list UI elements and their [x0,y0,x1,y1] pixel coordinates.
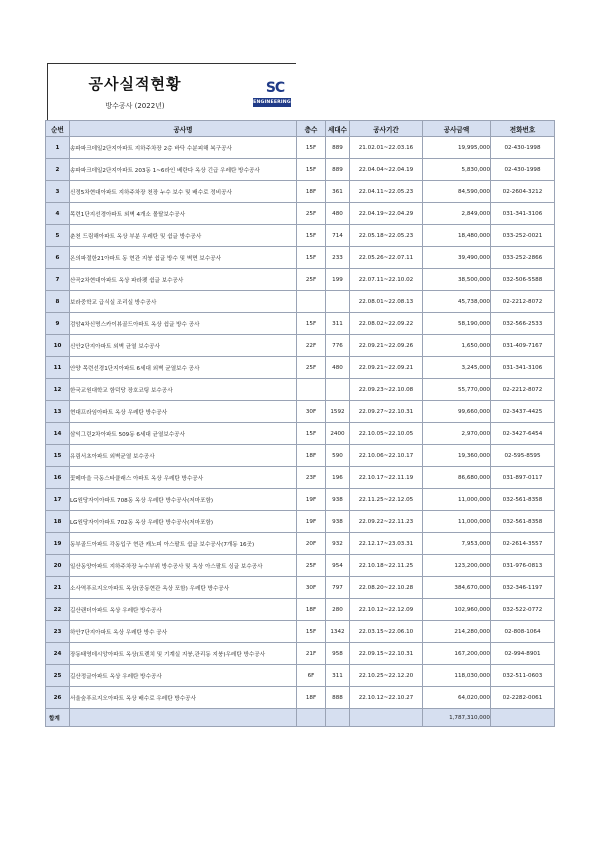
col-header-floors: 층수 [297,121,326,137]
unit-count: 1342 [326,621,350,643]
phone-number: 02-2212-8072 [491,291,555,313]
contract-amount: 2,849,000 [423,203,491,225]
row-number: 3 [46,181,70,203]
construction-period: 22.09.21~22.09.26 [350,335,423,357]
project-name: 현대프라임아파트 옥상 우레탄 방수공사 [70,401,297,423]
project-name: 신안2단지아파트 외벽 균열 보수공사 [70,335,297,357]
row-number: 23 [46,621,70,643]
project-name: 길산랜더아파트 옥상 우레탄 방수공사 [70,599,297,621]
table-row [46,533,555,555]
row-number: 25 [46,665,70,687]
floors: 19F [297,489,326,511]
page-subtitle: 방수공사 (2022년) [105,102,165,110]
project-name: LG원당자이아파트 708동 옥상 우레탄 방수공사(저마포함) [70,489,297,511]
total-empty-floors [297,709,326,727]
floors: 30F [297,401,326,423]
floors: 15F [297,137,326,159]
row-number: 12 [46,379,70,401]
construction-period: 22.08.01~22.08.13 [350,291,423,313]
contract-amount: 1,650,000 [423,335,491,357]
row-number: 26 [46,687,70,709]
total-empty-phone [491,709,555,727]
page-title: 공사실적현황 [88,75,182,93]
contract-amount: 214,280,000 [423,621,491,643]
row-number: 19 [46,533,70,555]
project-name: 송파파크데일2단지아파트 지하주차장 2층 바닥 수분피해 복구공사 [70,137,297,159]
construction-period: 22.10.12~22.10.27 [350,687,423,709]
unit-count: 958 [326,643,350,665]
project-name: 삼익그린2차아파트 509동 6세대 균열보수공사 [70,423,297,445]
unit-count: 714 [326,225,350,247]
floors: 18F [297,599,326,621]
project-name: 하안7단지아파트 옥상 우레탄 방수 공사 [70,621,297,643]
unit-count: 480 [326,357,350,379]
total-label: 합계 [46,709,70,727]
unit-count [326,291,350,313]
unit-count: 280 [326,599,350,621]
table-row [46,379,555,401]
floors: 15F [297,247,326,269]
phone-number: 032-566-2533 [491,313,555,335]
unit-count: 932 [326,533,350,555]
unit-count: 196 [326,467,350,489]
row-number: 11 [46,357,70,379]
floors: 30F [297,577,326,599]
project-name: 서울숲푸르지오아파트 옥상 배수로 우레탄 방수공사 [70,687,297,709]
project-name: 보라중학교 급식실 조리실 방수공사 [70,291,297,313]
table-row [46,181,555,203]
contract-amount: 86,680,000 [423,467,491,489]
floors: 25F [297,203,326,225]
project-name: 검암4차신명스카이뷰골드아파트 옥상 쉼글 방수 공사 [70,313,297,335]
construction-period: 22.10.18~22.11.25 [350,555,423,577]
phone-number: 033-252-0021 [491,225,555,247]
row-number: 24 [46,643,70,665]
row-number: 4 [46,203,70,225]
row-number: 15 [46,445,70,467]
contract-amount: 99,660,000 [423,401,491,423]
phone-number: 02-808-1064 [491,621,555,643]
floors: 22F [297,335,326,357]
unit-count: 1592 [326,401,350,423]
project-name: 길산정글아파트 옥상 우레탄 방수공사 [70,665,297,687]
phone-number: 032-522-0772 [491,599,555,621]
project-name: 산곡2차현대아파트 옥상 파라펫 쉼글 보수공사 [70,269,297,291]
floors: 20F [297,533,326,555]
unit-count: 889 [326,137,350,159]
construction-period: 22.10.05~22.10.05 [350,423,423,445]
contract-amount: 11,000,000 [423,511,491,533]
table-row [46,357,555,379]
company-logo-mark: SC [265,80,285,96]
unit-count: 311 [326,665,350,687]
floors [297,291,326,313]
contract-amount: 7,953,000 [423,533,491,555]
contract-amount: 123,200,000 [423,555,491,577]
construction-records-table [45,120,555,727]
unit-count: 311 [326,313,350,335]
total-row [46,709,555,727]
table-row [46,137,555,159]
floors: 19F [297,511,326,533]
col-header-no: 순번 [46,121,70,137]
row-number: 18 [46,511,70,533]
contract-amount: 118,030,000 [423,665,491,687]
contract-amount: 45,738,000 [423,291,491,313]
floors: 18F [297,445,326,467]
contract-amount: 38,500,000 [423,269,491,291]
phone-number: 032-561-8358 [491,489,555,511]
phone-number: 032-346-1197 [491,577,555,599]
unit-count: 590 [326,445,350,467]
contract-amount: 3,245,000 [423,357,491,379]
table-row [46,401,555,423]
unit-count: 938 [326,511,350,533]
construction-period: 22.09.27~22.10.31 [350,401,423,423]
construction-period: 22.05.18~22.05.23 [350,225,423,247]
contract-amount: 18,480,000 [423,225,491,247]
construction-period: 22.07.11~22.10.02 [350,269,423,291]
floors: 18F [297,181,326,203]
row-number: 21 [46,577,70,599]
table-row [46,489,555,511]
contract-amount: 167,200,000 [423,643,491,665]
project-name: 꽃메마을 극동스타클래스 아파트 옥상 우레탄 방수공사 [70,467,297,489]
contract-amount: 11,000,000 [423,489,491,511]
phone-number: 031-409-7167 [491,335,555,357]
total-empty-period [350,709,423,727]
phone-number: 02-430-1998 [491,137,555,159]
table-row [46,203,555,225]
table-row [46,687,555,709]
construction-period: 22.04.11~22.05.23 [350,181,423,203]
phone-number: 02-994-8901 [491,643,555,665]
project-name: 동부골드아파트 각동입구 현관 캐노피 아스팔트 쉼글 보수공사(7개동 16곳) [70,533,297,555]
contract-amount: 19,995,000 [423,137,491,159]
phone-number: 031-897-0117 [491,467,555,489]
table-row [46,291,555,313]
phone-number: 031-341-3106 [491,203,555,225]
company-logo-word: ENGINEERING [253,100,291,105]
construction-period: 22.03.15~22.06.10 [350,621,423,643]
floors: 23F [297,467,326,489]
floors: 15F [297,225,326,247]
project-name: 안양 목련선경1단지아파트 6세대 외벽 균열보수 공사 [70,357,297,379]
table-row [46,599,555,621]
table-row [46,467,555,489]
col-header-amount: 공사금액 [423,121,491,137]
row-number: 20 [46,555,70,577]
table-row [46,313,555,335]
phone-number: 033-252-2866 [491,247,555,269]
contract-amount: 39,490,000 [423,247,491,269]
phone-number: 02-430-1998 [491,159,555,181]
project-name: 온의파절한21아파트 동 현관 지붕 쉼글 방수 및 벽면 보수공사 [70,247,297,269]
unit-count: 797 [326,577,350,599]
row-number: 5 [46,225,70,247]
unit-count: 954 [326,555,350,577]
floors: 21F [297,643,326,665]
unit-count: 776 [326,335,350,357]
floors: 15F [297,423,326,445]
construction-period: 22.10.17~22.11.19 [350,467,423,489]
floors [297,379,326,401]
contract-amount: 84,590,000 [423,181,491,203]
row-number: 7 [46,269,70,291]
row-number: 1 [46,137,70,159]
contract-amount: 55,770,000 [423,379,491,401]
floors: 15F [297,621,326,643]
unit-count: 2400 [326,423,350,445]
construction-period: 21.02.01~22.03.16 [350,137,423,159]
table-row [46,665,555,687]
phone-number: 02-3437-4425 [491,401,555,423]
row-number: 17 [46,489,70,511]
floors: 25F [297,555,326,577]
project-name: 장동태영데시앙아파트 옥상(트렌치 및 기계실 지붕,관리동 지붕)우레탄 방수공사 [70,643,297,665]
phone-number: 02-2614-3557 [491,533,555,555]
construction-period: 22.12.17~23.03.31 [350,533,423,555]
project-name: 신정5차현대아파트 지하주차장 천장 누수 보수 및 배수로 정비공사 [70,181,297,203]
row-number: 14 [46,423,70,445]
project-name: 송파파크데일2단지아파트 203동 1~6라인 베란다 옥상 긴급 우레탄 방수공사 [70,159,297,181]
phone-number: 02-2282-0061 [491,687,555,709]
construction-period: 22.11.25~22.12.05 [350,489,423,511]
col-header-period: 공사기간 [350,121,423,137]
col-header-name: 공사명 [70,121,297,137]
construction-period: 22.09.23~22.10.08 [350,379,423,401]
project-name: 목련1단지선경아파트 외벽 4개소 몰탈보수공사 [70,203,297,225]
project-name: LG원당자이아파트 702동 옥상 우레탄 방수공사(저마포함) [70,511,297,533]
total-empty-units [326,709,350,727]
contract-amount: 58,190,000 [423,313,491,335]
unit-count: 888 [326,687,350,709]
row-number: 13 [46,401,70,423]
construction-period: 22.10.12~22.12.09 [350,599,423,621]
contract-amount: 384,670,000 [423,577,491,599]
unit-count [326,379,350,401]
row-number: 9 [46,313,70,335]
construction-period: 22.09.22~22.11.23 [350,511,423,533]
row-number: 2 [46,159,70,181]
row-number: 6 [46,247,70,269]
phone-number: 032-506-5588 [491,269,555,291]
unit-count: 889 [326,159,350,181]
floors: 18F [297,687,326,709]
contract-amount: 2,970,000 [423,423,491,445]
construction-period: 22.09.15~22.10.31 [350,643,423,665]
table-row [46,269,555,291]
row-number: 8 [46,291,70,313]
unit-count: 233 [326,247,350,269]
total-empty-name [70,709,297,727]
contract-amount: 5,830,000 [423,159,491,181]
project-name: 한국교원대학교 함덕당 장호코팅 보수공사 [70,379,297,401]
col-header-units: 세대수 [326,121,350,137]
table-row [46,621,555,643]
contract-amount: 64,020,000 [423,687,491,709]
table-header-row [46,121,555,137]
row-number: 22 [46,599,70,621]
project-name: 춘천 드림해아파트 옥상 부분 우레탄 및 쉼글 방수공사 [70,225,297,247]
contract-amount: 102,960,000 [423,599,491,621]
phone-number: 032-511-0603 [491,665,555,687]
row-number: 16 [46,467,70,489]
contract-amount: 19,360,000 [423,445,491,467]
unit-count: 361 [326,181,350,203]
construction-period: 22.04.04~22.04.19 [350,159,423,181]
phone-number: 031-341-3106 [491,357,555,379]
unit-count: 480 [326,203,350,225]
construction-period: 22.04.19~22.04.29 [350,203,423,225]
construction-period: 22.10.06~22.10.17 [350,445,423,467]
phone-number: 02-2212-8072 [491,379,555,401]
col-header-phone: 전화번호 [491,121,555,137]
row-number: 10 [46,335,70,357]
construction-period: 22.09.21~22.09.21 [350,357,423,379]
floors: 15F [297,159,326,181]
phone-number: 032-561-8358 [491,511,555,533]
project-name: 일산동양아파트 지하주차장 누수부위 방수공사 및 옥상 아스팔트 싱글 보수공사 [70,555,297,577]
floors: 15F [297,313,326,335]
unit-count: 938 [326,489,350,511]
floors: 25F [297,269,326,291]
construction-period: 22.10.25~22.12.20 [350,665,423,687]
phone-number: 031-976-0813 [491,555,555,577]
table-row [46,159,555,181]
table-row [46,225,555,247]
table-row [46,511,555,533]
project-name: 소사역푸르지오아파트 옥상(공동현관 옥상 포함) 우레탄 방수공사 [70,577,297,599]
construction-period: 22.08.02~22.09.22 [350,313,423,335]
project-name: 유림서초아파트 외벽균열 보수공사 [70,445,297,467]
table-row [46,577,555,599]
construction-period: 22.05.26~22.07.11 [350,247,423,269]
table-row [46,643,555,665]
floors: 25F [297,357,326,379]
phone-number: 02-595-8595 [491,445,555,467]
phone-number: 02-3427-6454 [491,423,555,445]
total-amount: 1,787,310,000 [423,709,491,727]
table-row [46,335,555,357]
table-row [46,445,555,467]
construction-period: 22.08.20~22.10.28 [350,577,423,599]
table-row [46,423,555,445]
table-row [46,247,555,269]
floors: 6F [297,665,326,687]
unit-count: 199 [326,269,350,291]
phone-number: 02-2604-3212 [491,181,555,203]
table-row [46,555,555,577]
